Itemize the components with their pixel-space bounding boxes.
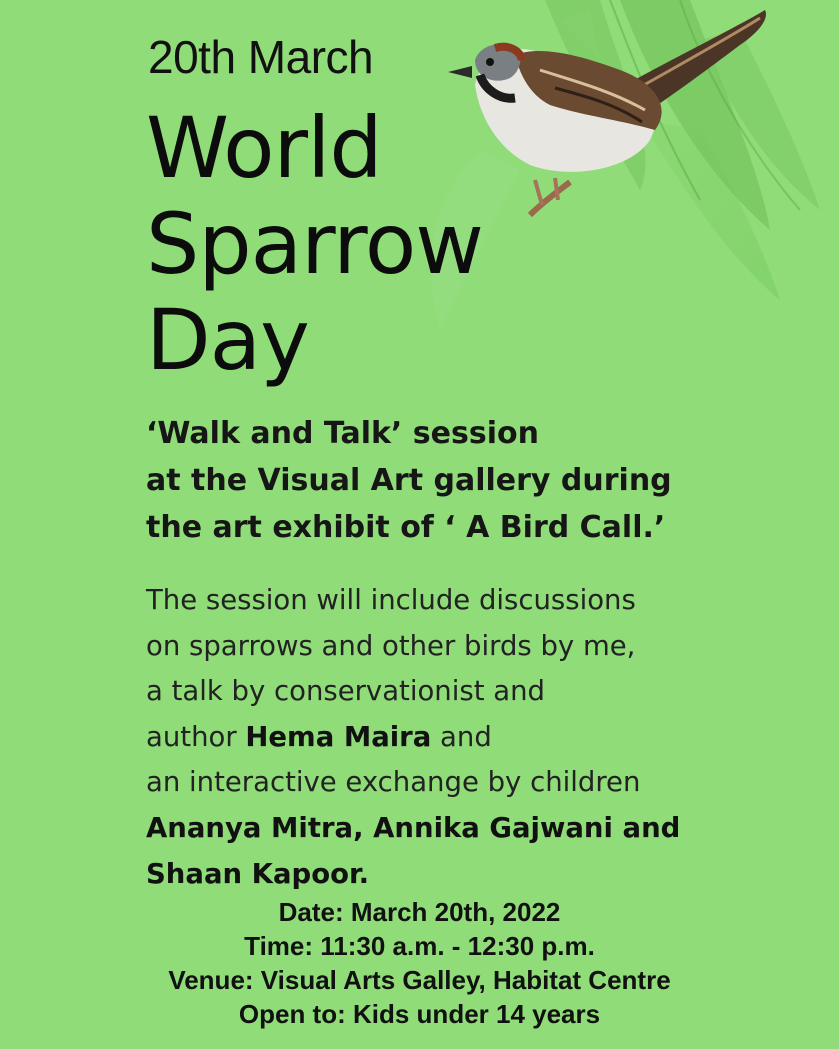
children-names-line-1 [146, 806, 680, 852]
event-time: Time: 11:30 a.m. - 12:30 p.m. [244, 931, 595, 961]
description-line-4-prefix: author [146, 720, 246, 753]
session-subtitle [146, 410, 672, 551]
session-description [146, 578, 680, 897]
title-line-world: World [146, 99, 382, 197]
subtitle-line-2: at the Visual Art gallery during [146, 463, 672, 498]
children-names-2: Shaan Kapoor. [146, 857, 370, 890]
event-venue: Venue: Visual Arts Galley, Habitat Centre [168, 965, 671, 995]
subtitle-line-1: ‘Walk and Talk’ session [146, 416, 539, 451]
description-line-5: an interactive exchange by children [146, 766, 641, 799]
event-details [0, 895, 839, 1031]
description-line-1: The session will include discussions [146, 584, 636, 616]
event-date-heading: 20th March [148, 31, 374, 83]
subtitle-line-3: the art exhibit of ‘ A Bird Call.’ [146, 510, 666, 545]
title-line-day: Day [146, 291, 309, 389]
poster-title [146, 100, 483, 388]
description-line-4-suffix: and [431, 720, 492, 753]
event-date: Date: March 20th, 2022 [278, 897, 561, 927]
title-line-sparrow: Sparrow [146, 195, 483, 293]
children-names-1: Ananya Mitra, Annika Gajwani and [146, 811, 681, 844]
children-names-line-2 [146, 852, 680, 898]
speaker-name: Hema Maira [245, 720, 432, 753]
description-line-2: on sparrows and other birds by me, [146, 629, 636, 662]
description-line-3: a talk by conservationist and [146, 675, 545, 708]
description-line-4 [146, 715, 680, 761]
event-audience: Open to: Kids under 14 years [238, 999, 601, 1029]
